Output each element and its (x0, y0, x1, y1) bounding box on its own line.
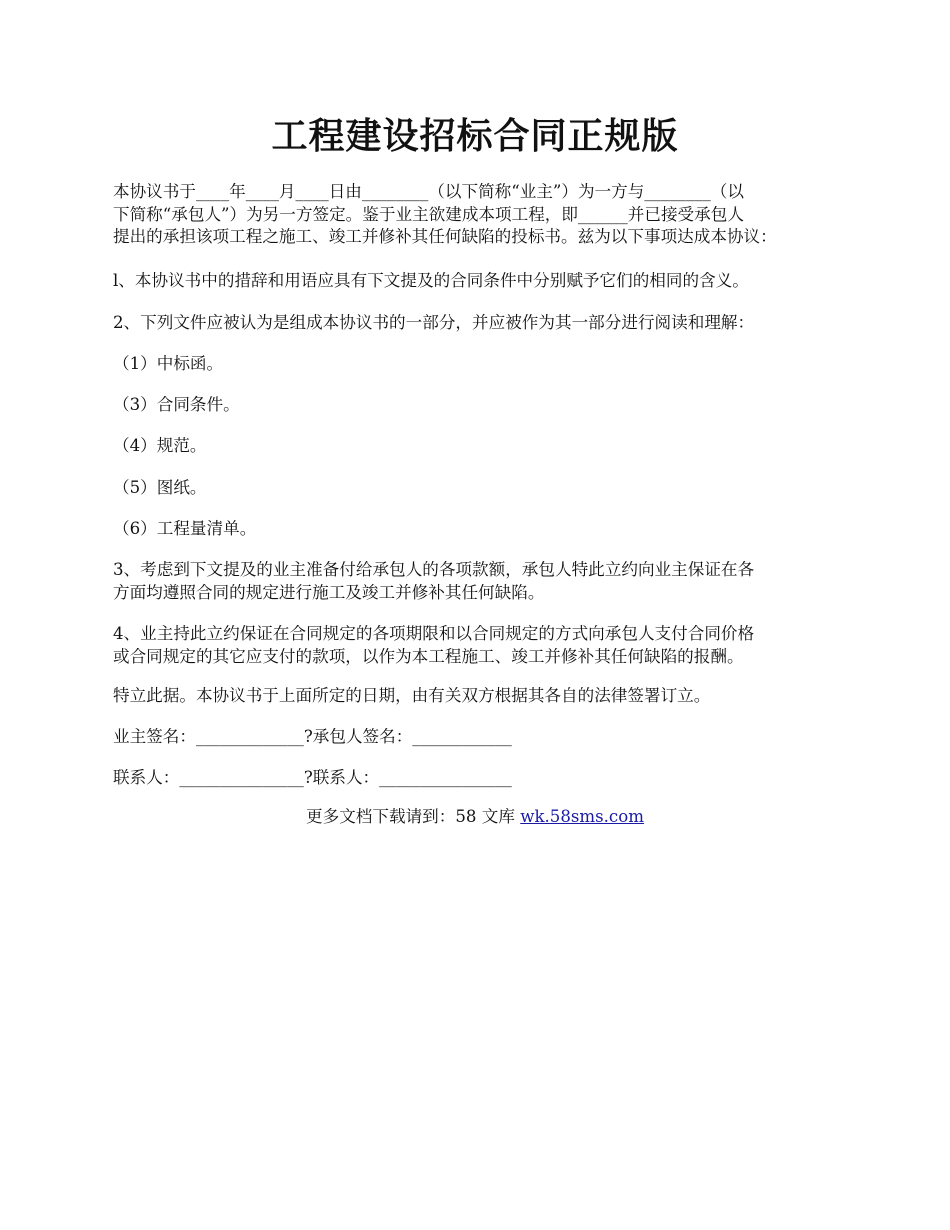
clause-3-line: 方面均遵照合同的规定进行施工及竣工并修补其任何缺陷。 (113, 582, 545, 602)
clause-1: l、本协议书中的措辞和用语应具有下文提及的合同条件中分别赋予它们的相同的含义。 (113, 271, 749, 290)
footer-link[interactable]: wk.58sms.com (520, 807, 644, 826)
list-item: （6）工程量清单。 (113, 519, 257, 538)
contact-line: 联系人：_______________?联系人：________________ (113, 768, 512, 787)
list-item: （5）图纸。 (113, 478, 207, 497)
clause-4-line: 或合同规定的其它应支付的款项，以作为本工程施工、竣工并修补其任何缺陷的报酬。 (113, 646, 744, 666)
clause-3 (113, 559, 839, 604)
list-item: （1）中标函。 (113, 354, 224, 373)
clause-3-line: 3、考虑到下文提及的业主准备付给承包人的各项款额，承包人特此立约向业主保证在各 (113, 560, 755, 579)
list-item: （3）合同条件。 (113, 395, 240, 414)
footer (0, 805, 950, 829)
intro-line: 下简称“承包人”）为另一方签定。鉴于业主欲建成本项工程，即______并已接受承包人 (113, 204, 744, 224)
clause-4-line: 4、业主持此立约保证在合同规定的各项期限和以合同规定的方式向承包人支付合同价格 (113, 624, 755, 643)
document-title: 工程建设招标合同正规版 (271, 115, 679, 157)
intro-line: 本协议书于____年____月____日由________（以下简称“业主”）为一方与________（以 (113, 182, 744, 201)
list-item: （4）规范。 (113, 436, 207, 455)
intro-paragraph (113, 181, 839, 249)
closing-statement: 特立此据。本协议书于上面所定的日期，由有关双方根据其各自的法律签署订立。 (113, 686, 711, 705)
signature-line: 业主签名：_____________?承包人签名：____________ (113, 727, 512, 746)
clause-2: 2、下列文件应被认为是组成本协议书的一部分，并应被作为其一部分进行阅读和理解： (113, 313, 755, 332)
intro-line: 提出的承担该项工程之施工、竣工并修补其任何缺陷的投标书。兹为以下事项达成本协议： (113, 227, 777, 246)
footer-text: 更多文档下载请到：58 文库 (306, 807, 521, 826)
clause-4 (113, 623, 839, 668)
